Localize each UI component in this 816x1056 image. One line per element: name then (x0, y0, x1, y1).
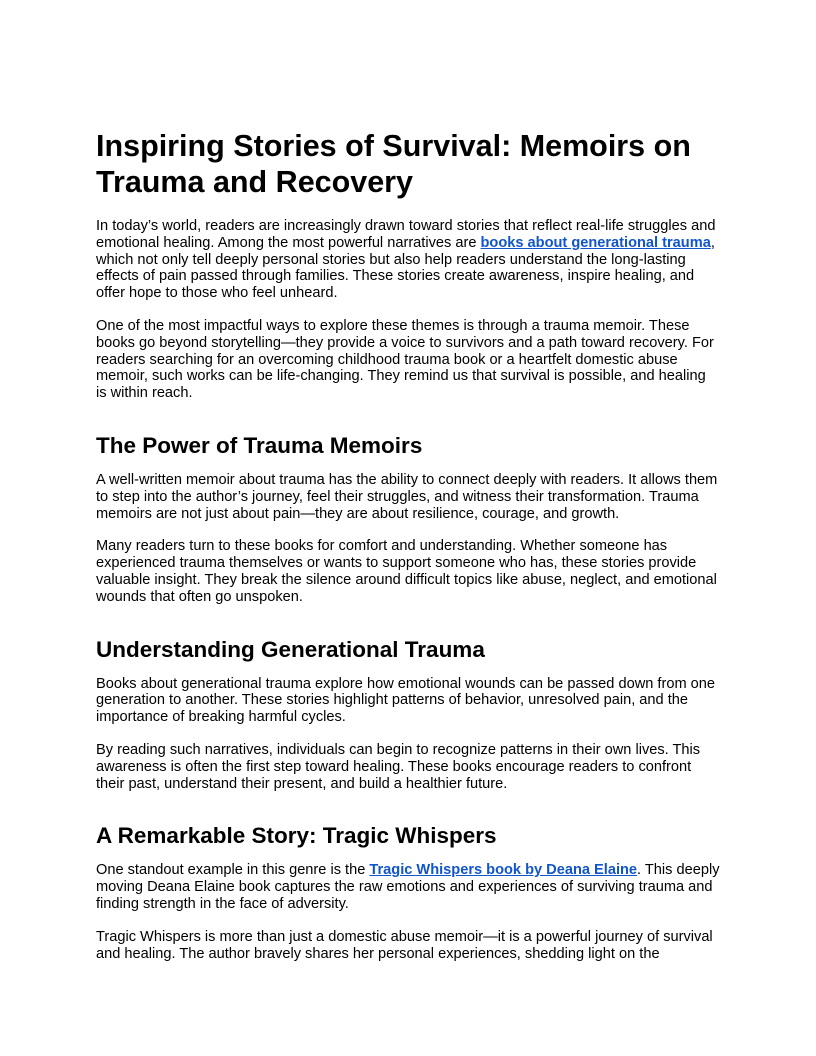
intro-paragraph-2: One of the most impactful ways to explore these themes is through a trauma memoir. These books go beyond storytelling—they provide a voice to survivors and a path toward recovery. For readers searching for an overcoming childhood trauma book or a heartfelt domestic abuse memoir, such works can be life-changing. They remind us that survival is possible, and healing is within reach. (96, 317, 714, 402)
section-heading-power: The Power of Trauma Memoirs (96, 432, 423, 458)
generational-trauma-link[interactable]: books about generational trauma (480, 234, 711, 251)
spacer (96, 622, 720, 636)
intro-p1-before: In today’s world, readers are increasingly drawn toward stories that reflect real-life struggles and emotional healing. Among the most powerful narratives are (96, 218, 716, 251)
document-page (96, 128, 720, 978)
section-heading-generational: Understanding Generational Trauma (96, 636, 485, 662)
section-generational-paragraph-2: By reading such narratives, individuals can begin to recognize patterns in their own lives. This awareness is often the first step toward healing. These books encourage readers to confront their past, understand their present, and build a healthier future. (96, 741, 701, 792)
spacer (96, 418, 720, 432)
section-power-paragraph-1: A well-written memoir about trauma has the ability to connect deeply with readers. It allows them to step into the author’s journey, feel their struggles, and witness their transformation. Trauma memoirs are not just about pain—they are about resilience, courage, and growth. (96, 471, 718, 522)
tragic-p1-before: One standout example in this genre is the (96, 862, 370, 879)
section-power-paragraph-2: Many readers turn to these books for comfort and understanding. Whether someone has experienced trauma themselves or wants to support someone who has, these stories provide valuable insight. They break the silence around difficult topics like abuse, neglect, and emotional wounds that often go unspoken. (96, 538, 717, 605)
intro-p1-after: , which not only tell deeply personal stories but also help readers understand the long-lasting effects of pain passed through families. These stories create awareness, inspire healing, and offer hope to those who feel unheard. (96, 234, 715, 302)
section-generational-paragraph-1: Books about generational trauma explore how emotional wounds can be passed down from one generation to another. These stories highlight patterns of behavior, unresolved pain, and the importance of breaking harmful cycles. (96, 675, 716, 726)
tragic-p1-after: . This deeply moving Deana Elaine book captures the raw emotions and experiences of surviving trauma and finding strength in the face of adversity. (96, 862, 720, 912)
section-tragic-paragraph-1 (96, 862, 720, 912)
spacer (96, 808, 720, 822)
section-tragic-paragraph-2: Tragic Whispers is more than just a domestic abuse memoir—it is a powerful journey of survival and healing. The author bravely shares her personal experiences, shedding light on the (96, 928, 713, 962)
intro-paragraph-1 (96, 218, 720, 302)
section-heading-tragic-whispers: A Remarkable Story: Tragic Whispers (96, 823, 497, 849)
tragic-whispers-book-link[interactable]: Tragic Whispers book by Deana Elaine (369, 862, 638, 879)
page-title: Inspiring Stories of Survival: Memoirs on Trauma and Recovery (96, 129, 691, 199)
